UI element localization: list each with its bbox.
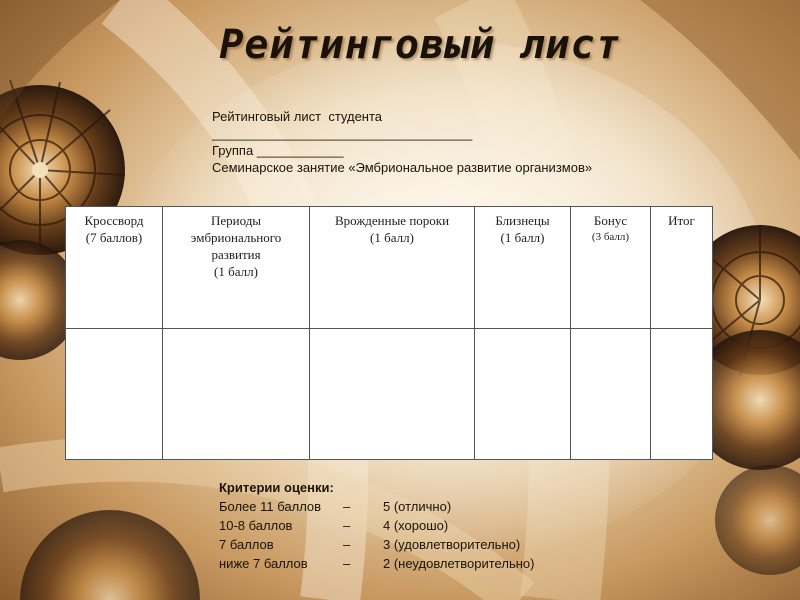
criteria-row — [219, 535, 534, 554]
column-points: (7 баллов) — [85, 230, 143, 245]
table-cell-total[interactable] — [651, 329, 713, 460]
header-line-seminar: Семинарское занятие «Эмбриональное развитие организмов» — [212, 160, 593, 175]
column-name: Кроссворд — [84, 213, 144, 228]
column-name: Бонус — [593, 213, 628, 228]
criteria-range: 7 баллов — [219, 537, 274, 552]
slide-title: Рейтинговый лист — [219, 22, 621, 68]
table-cell-twins[interactable] — [475, 329, 571, 460]
column-header-crossword — [66, 207, 163, 329]
criteria-row — [219, 554, 534, 573]
table-cell-crossword[interactable] — [66, 329, 163, 460]
table-header-row — [66, 207, 713, 329]
grading-criteria — [219, 478, 534, 573]
table-row — [66, 329, 713, 460]
column-header-bonus — [571, 207, 651, 329]
column-points: (1 балл) — [370, 230, 414, 245]
student-header — [212, 108, 592, 176]
column-name: Близнецы — [495, 213, 550, 228]
criteria-range: ниже 7 баллов — [219, 556, 308, 571]
criteria-dash: – — [343, 518, 351, 533]
column-header-total — [651, 207, 713, 329]
header-line-group: Группа ____________ — [212, 143, 344, 158]
criteria-row — [219, 516, 534, 535]
criteria-dash: – — [343, 499, 351, 514]
criteria-dash: – — [343, 556, 351, 571]
criteria-dash: – — [343, 537, 351, 552]
criteria-grade: 4 (хорошо) — [383, 518, 449, 533]
criteria-title: Критерии оценки: — [219, 480, 334, 495]
column-name: Периоды эмбрионального развития — [190, 213, 282, 262]
column-points: (1 балл) — [500, 230, 545, 245]
criteria-row — [219, 497, 534, 516]
rating-table-wrap — [65, 206, 713, 460]
column-header-periods — [163, 207, 310, 329]
criteria-range: Более 11 баллов — [219, 499, 322, 514]
header-line-title: Рейтинговый лист студента — [212, 109, 383, 124]
criteria-grade: 5 (отлично) — [383, 499, 452, 514]
bottom-left-ornament — [20, 510, 200, 600]
column-header-twins — [475, 207, 571, 329]
column-points: (1 балл) — [214, 264, 258, 279]
table-cell-bonus[interactable] — [571, 329, 651, 460]
criteria-grade: 3 (удовлетворительно) — [383, 537, 521, 552]
column-name: Врожденные пороки — [334, 213, 450, 228]
criteria-range: 10-8 баллов — [219, 518, 293, 533]
table-cell-defects[interactable] — [310, 329, 475, 460]
header-line-name-blank: ____________________________________ — [212, 126, 473, 141]
criteria-grade: 2 (неудовлетворительно) — [383, 556, 535, 571]
rating-table — [65, 206, 713, 460]
column-points: (3 балл) — [591, 231, 630, 243]
column-name: Итог — [668, 213, 695, 228]
column-header-defects — [310, 207, 475, 329]
table-cell-periods[interactable] — [163, 329, 310, 460]
